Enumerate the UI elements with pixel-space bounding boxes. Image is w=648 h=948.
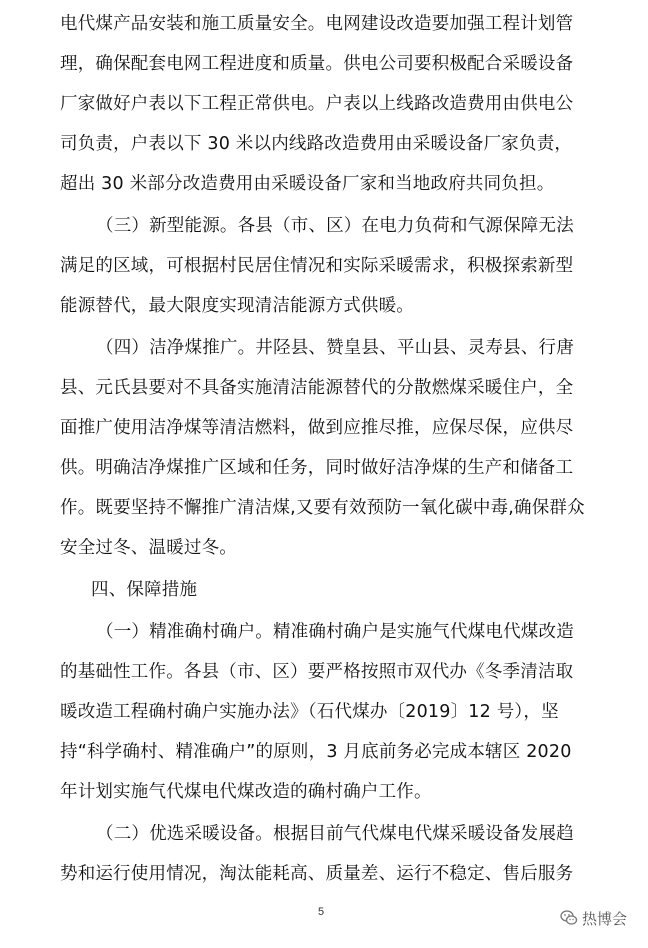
- paragraph-first-line: （二）优选采暖设备。根据目前气代煤电代煤采暖设备发展趋: [96, 824, 574, 844]
- text-line: 电代煤产品安装和施工质量安全。电网建设改造要加强工程计划管: [60, 14, 574, 34]
- section-heading: 四、保障措施: [91, 580, 198, 600]
- text-line: 满足的区域，可根据村民居住情况和实际采暖需求，积极探索新型: [60, 256, 574, 276]
- watermark: [560, 904, 627, 932]
- text-line: 年计划实施气代煤电代煤改造的确村确户工作。: [60, 782, 432, 802]
- text-line: 持“科学确村、精准确户”的原则，3 月底前务必完成本辖区 2020: [60, 742, 572, 762]
- text-line: 作。既要坚持不懈推广清洁煤,又要有效预防一氧化碳中毒,确保群众: [60, 498, 585, 518]
- paragraph-first-line: （四）洁净煤推广。井陉县、赞皇县、平山县、灵寿县、行唐: [96, 338, 574, 358]
- watermark-text: 热博会: [582, 909, 628, 928]
- text-line: 厂家做好户表以下工程正常供电。户表以上线路改造费用由供电公: [60, 94, 574, 114]
- text-line: 的基础性工作。各县（市、区）要严格按照市双代办《冬季清洁取: [60, 662, 574, 682]
- paragraph-first-line: （一）精准确村确户。精准确村确户是实施气代煤电代煤改造: [96, 622, 574, 642]
- text-line: 超出 30 米部分改造费用由采暖设备厂家和当地政府共同负担。: [60, 174, 555, 194]
- text-line: 势和运行使用情况，淘汰能耗高、质量差、运行不稳定、售后服务: [60, 864, 574, 884]
- text-line: 供。明确洁净煤推广区域和任务，同时做好洁净煤的生产和储备工: [60, 458, 574, 478]
- page-number: 5: [318, 906, 325, 918]
- text-line: 安全过冬、温暖过冬。: [60, 538, 237, 558]
- wechat-icon: [560, 909, 578, 927]
- text-line: 能源替代，最大限度实现清洁能源方式供暖。: [60, 296, 414, 316]
- text-line: 理，确保配套电网工程进度和质量。供电公司要积极配合采暖设备: [60, 54, 574, 74]
- paragraph-first-line: （三）新型能源。各县（市、区）在电力负荷和气源保障无法: [96, 216, 574, 236]
- text-line: 县、元氏县要对不具备实施清洁能源替代的分散燃煤采暖住户，全: [60, 378, 574, 398]
- text-line: 司负责，户表以下 30 米以内线路改造费用由采暖设备厂家负责，: [60, 134, 573, 154]
- text-line: 面推广使用洁净煤等清洁燃料，做到应推尽推，应保尽保，应供尽: [60, 418, 574, 438]
- text-line: 暖改造工程确村确户实施办法》（石代煤办〔2019〕12 号），坚: [60, 702, 559, 722]
